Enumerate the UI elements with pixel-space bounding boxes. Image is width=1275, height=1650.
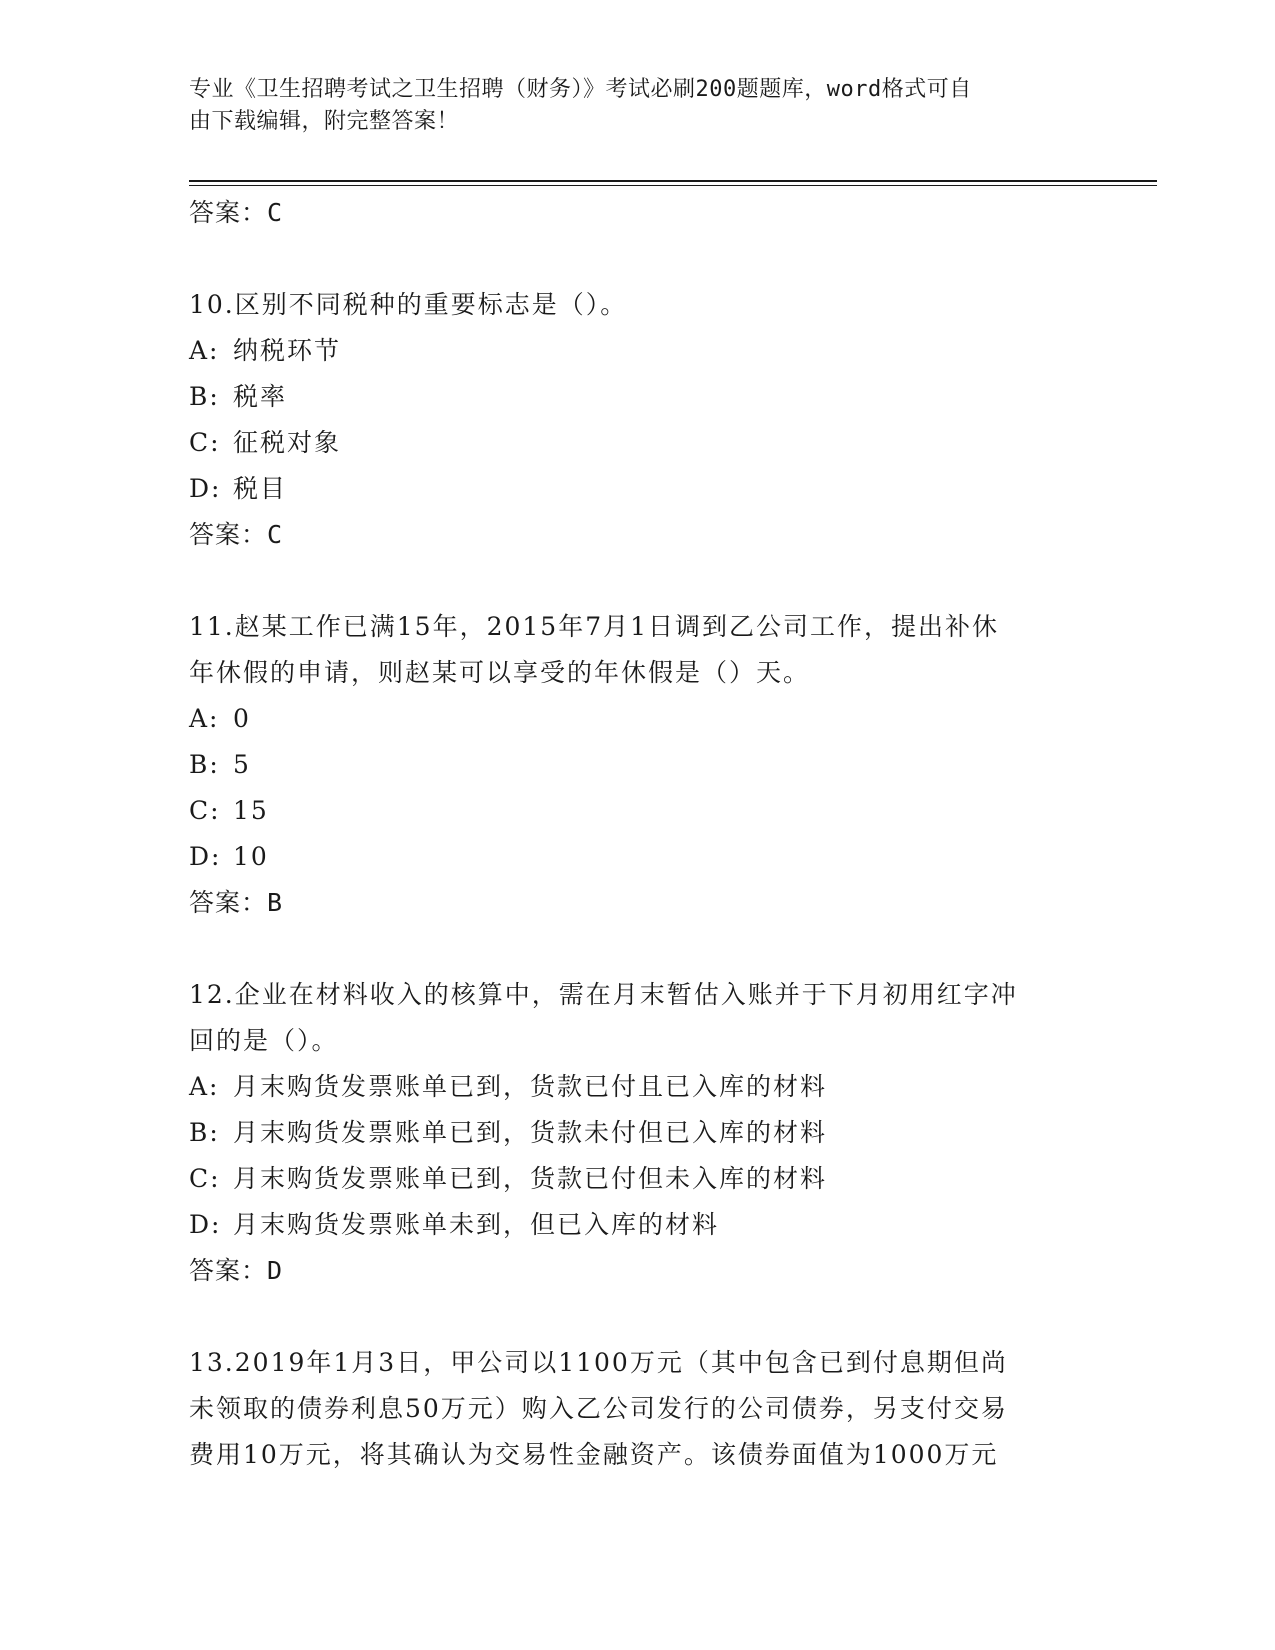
option-text: 纳税环节 [233,336,342,365]
option-key: C: [189,428,221,457]
question-11 [189,604,1089,926]
option-d [189,466,1089,512]
option-key: B: [189,382,220,411]
option-text: 月末购货发票账单已到，货款已付且已入库的材料 [233,1072,828,1101]
option-key: A: [189,336,220,365]
option-c [189,788,1089,834]
option-text: 15 [233,796,269,825]
option-c [189,1156,1089,1202]
spacer [189,558,1089,604]
option-text: 月末购货发票账单未到，但已入库的材料 [233,1210,720,1239]
question-stem-line-2: 未领取的债券利息50万元）购入乙公司发行的公司债券，另支付交易 [189,1394,1008,1423]
option-key: C: [189,1164,221,1193]
previous-answer: 答案：C [189,198,284,227]
option-b [189,742,1089,788]
document-body [189,190,1089,1478]
option-text: 0 [233,704,251,733]
option-text: 税目 [233,474,288,503]
answer: 答案：D [189,1256,284,1285]
option-a [189,328,1089,374]
option-text: 10 [233,842,269,871]
question-stem-line-2: 年休假的申请，则赵某可以享受的年休假是（）天。 [189,658,811,687]
option-a [189,696,1089,742]
option-key: D: [189,474,222,503]
option-key: C: [189,796,221,825]
question-13 [189,1340,1089,1478]
option-key: D: [189,842,222,871]
header-rule-thick [189,180,1157,182]
question-stem-line-1: 13.2019年1月3日，甲公司以1100万元（其中包含已到付息期但尚 [189,1348,1008,1377]
option-text: 5 [233,750,251,779]
header-rule-thin [189,185,1157,186]
option-b [189,1110,1089,1156]
header-line-1: 专业《卫生招聘考试之卫生招聘（财务）》考试必刷200题题库，word格式可自 [189,77,972,102]
option-key: B: [189,1118,220,1147]
option-b [189,374,1089,420]
option-a [189,1064,1089,1110]
option-text: 税率 [233,382,288,411]
header-line-2: 由下载编辑，附完整答案！ [189,109,460,134]
spacer [189,1294,1089,1340]
question-stem-line-2: 回的是（）。 [189,1026,339,1055]
question-stem-line-1: 11.赵某工作已满15年，2015年7月1日调到乙公司工作，提出补休 [189,612,1000,641]
answer: 答案：B [189,888,284,917]
option-text: 月末购货发票账单已到，货款已付但未入库的材料 [233,1164,828,1193]
option-key: A: [189,704,220,733]
document-header [189,74,1069,138]
question-stem-line-1: 12.企业在材料收入的核算中，需在月末暂估入账并于下月初用红字冲 [189,980,1018,1009]
question-stem-line-3: 费用10万元，将其确认为交易性金融资产。该债券面值为1000万元 [189,1440,999,1469]
option-c [189,420,1089,466]
question-stem: 10.区别不同税种的重要标志是（）。 [189,290,628,319]
option-key: D: [189,1210,222,1239]
question-10 [189,282,1089,558]
option-text: 征税对象 [233,428,342,457]
option-d [189,1202,1089,1248]
option-d [189,834,1089,880]
spacer [189,236,1089,282]
option-text: 月末购货发票账单已到，货款未付但已入库的材料 [233,1118,828,1147]
answer: 答案：C [189,520,284,549]
option-key: A: [189,1072,220,1101]
option-key: B: [189,750,220,779]
spacer [189,926,1089,972]
question-12 [189,972,1089,1294]
